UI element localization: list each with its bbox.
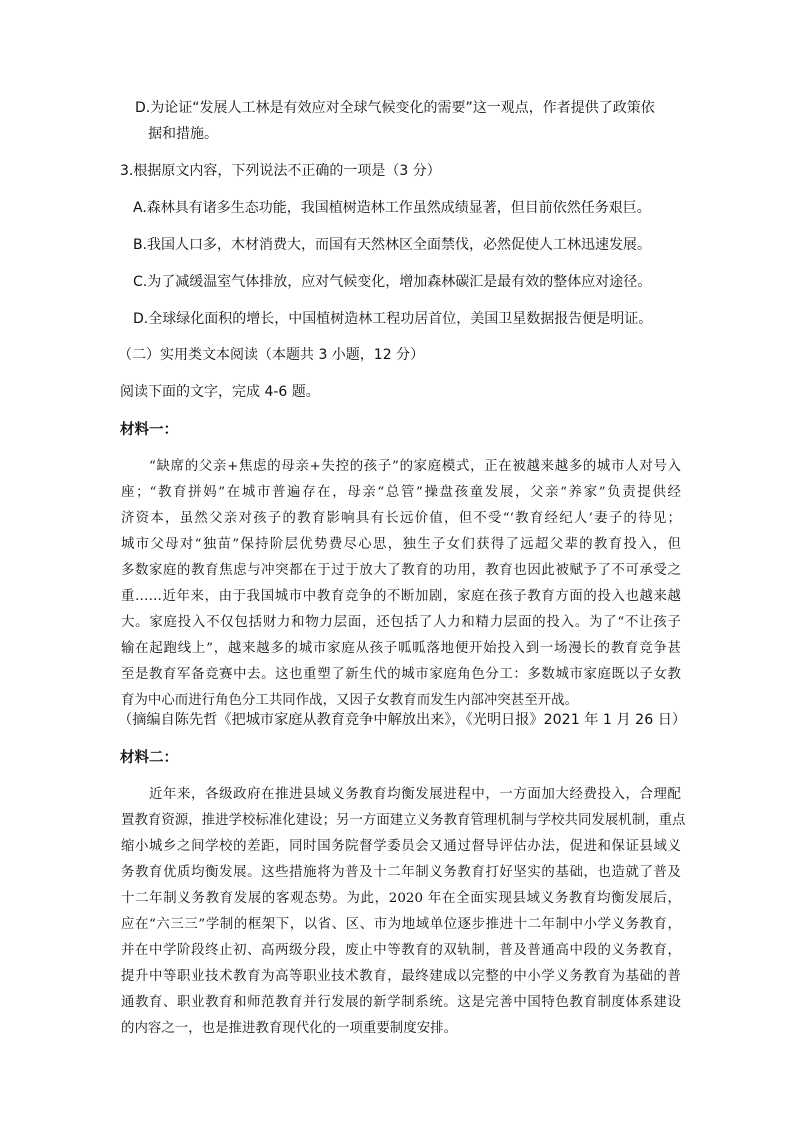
material-two-line: 并在中学阶段终止初、高两级分段，废止中等教育的双轨制，普及普通高中段的义务教育， bbox=[121, 943, 681, 958]
section-heading: （二）实用类文本阅读（本题共 3 小题，12 分） bbox=[118, 347, 425, 363]
q2-option-d: D.为论证“发展人工林是有效应对全球气候变化的需要”这一观点，作者提供了政策依 bbox=[135, 100, 655, 116]
material-one-line: 多数家庭的教育焦虑与冲突都在于过于放大了教育的功用，教育也因此被赋予了不可承受之 bbox=[121, 563, 681, 578]
q2-option-d-continued: 据和措施。 bbox=[148, 126, 218, 142]
material-two-line: 务教育优质均衡发展。这些措施将为普及十二年制义务教育打好坚实的基础，也造就了普及 bbox=[121, 865, 681, 880]
q3-option-a: A.森林具有诸多生态功能，我国植树造林工作虽然成绩显著，但目前依然任务艰巨。 bbox=[133, 200, 651, 216]
material-one-line: 济资本，虽然父亲对孩子的教育影响具有长远价值，但不受“‘教育经纪人’妻子的待见； bbox=[121, 511, 681, 526]
material-one-line: 大。家庭投入不仅包括财力和物力层面，还包括了人力和精力层面的投入。为了“不让孩子 bbox=[121, 615, 681, 630]
material-two-line: 近年来，各级政府在推进县域义务教育均衡发展进程中，一方面加大经费投入，合理配 bbox=[149, 787, 681, 802]
material-one-title: 材料一： bbox=[120, 422, 178, 438]
q3-option-d: D.全球绿化面积的增长，中国植树造林工程功居首位，美国卫星数据报告便是明证。 bbox=[133, 311, 653, 327]
material-two-line: 的内容之一，也是推进教育现代化的一项重要制度安排。 bbox=[121, 1021, 458, 1036]
material-two-line: 缩小城乡之间学校的差距，同时国务院督学委员会又通过督导评估办法，促进和保证县域义 bbox=[121, 839, 681, 854]
material-one-line: 至是教育军备竞赛中去。这也重塑了新生代的城市家庭角色分工：多数城市家庭既以子女教 bbox=[121, 667, 681, 682]
material-two-line: 通教育、职业教育和师范教育并行发展的新学制系统。这是完善中国特色教育制度体系建设 bbox=[121, 995, 681, 1010]
material-one-body bbox=[121, 454, 681, 714]
material-one-line: 重……近年来，由于我国城市中教育竞争的不断加剧，家庭在孩子教育方面的投入也越来越 bbox=[121, 589, 681, 604]
material-two-line: 置教育资源，推进学校标准化建设；另一方面建立义务教育管理机制与学校共同发展机制，重点 bbox=[121, 813, 686, 828]
material-two-title: 材料二： bbox=[120, 750, 178, 766]
material-two-line: 提升中等职业技术教育为高等职业技术教育，最终建成以完整的中小学义务教育为基础的普 bbox=[121, 969, 681, 984]
material-one-line: 城市父母对“独苗”保持阶层优势费尽心思，独生子女们获得了远超父辈的教育投入，但 bbox=[121, 537, 681, 552]
q3-stem: 3.根据原文内容，下列说法不正确的一项是（3 分） bbox=[120, 163, 441, 179]
material-one-line: 座；“教育拼妈”在城市普遍存在，母亲“总管”操盘孩童发展，父亲“养家”负责提供经 bbox=[121, 485, 681, 500]
material-two-body bbox=[121, 782, 686, 1042]
material-two-line: 应在“六三三”学制的框架下，以省、区、市为地域单位逐步推进十二年制中小学义务教育， bbox=[121, 917, 681, 932]
material-two-line: 十二年制义务教育发展的客观态势。为此，2020 年在全面实现县域义务教育均衡发展后， bbox=[121, 891, 681, 906]
section-instruction: 阅读下面的文字，完成 4-6 题。 bbox=[120, 384, 320, 400]
material-one-line: 输在起跑线上”，越来越多的城市家庭从孩子呱呱落地便开始投入到一场漫长的教育竞争甚 bbox=[121, 641, 681, 656]
q3-option-c: C.为了减缓温室气体排放，应对气候变化，增加森林碳汇是最有效的整体应对途径。 bbox=[133, 274, 652, 290]
material-one-source: （摘编自陈先哲《把城市家庭从教育竞争中解放出来》，《光明日报》2021 年 1 月 26 日） bbox=[118, 712, 687, 728]
material-one-line: 育为中心而进行角色分工共同作战，又因子女教育而发生内部冲突甚至开战。 bbox=[121, 693, 578, 708]
material-one-line: “缺席的父亲+焦虑的母亲+失控的孩子”的家庭模式，正在被越来越多的城市人对号入 bbox=[149, 459, 681, 474]
q3-option-b: B.我国人口多，木材消费大，而国有天然林区全面禁伐，必然促使人工林迅速发展。 bbox=[133, 237, 652, 253]
